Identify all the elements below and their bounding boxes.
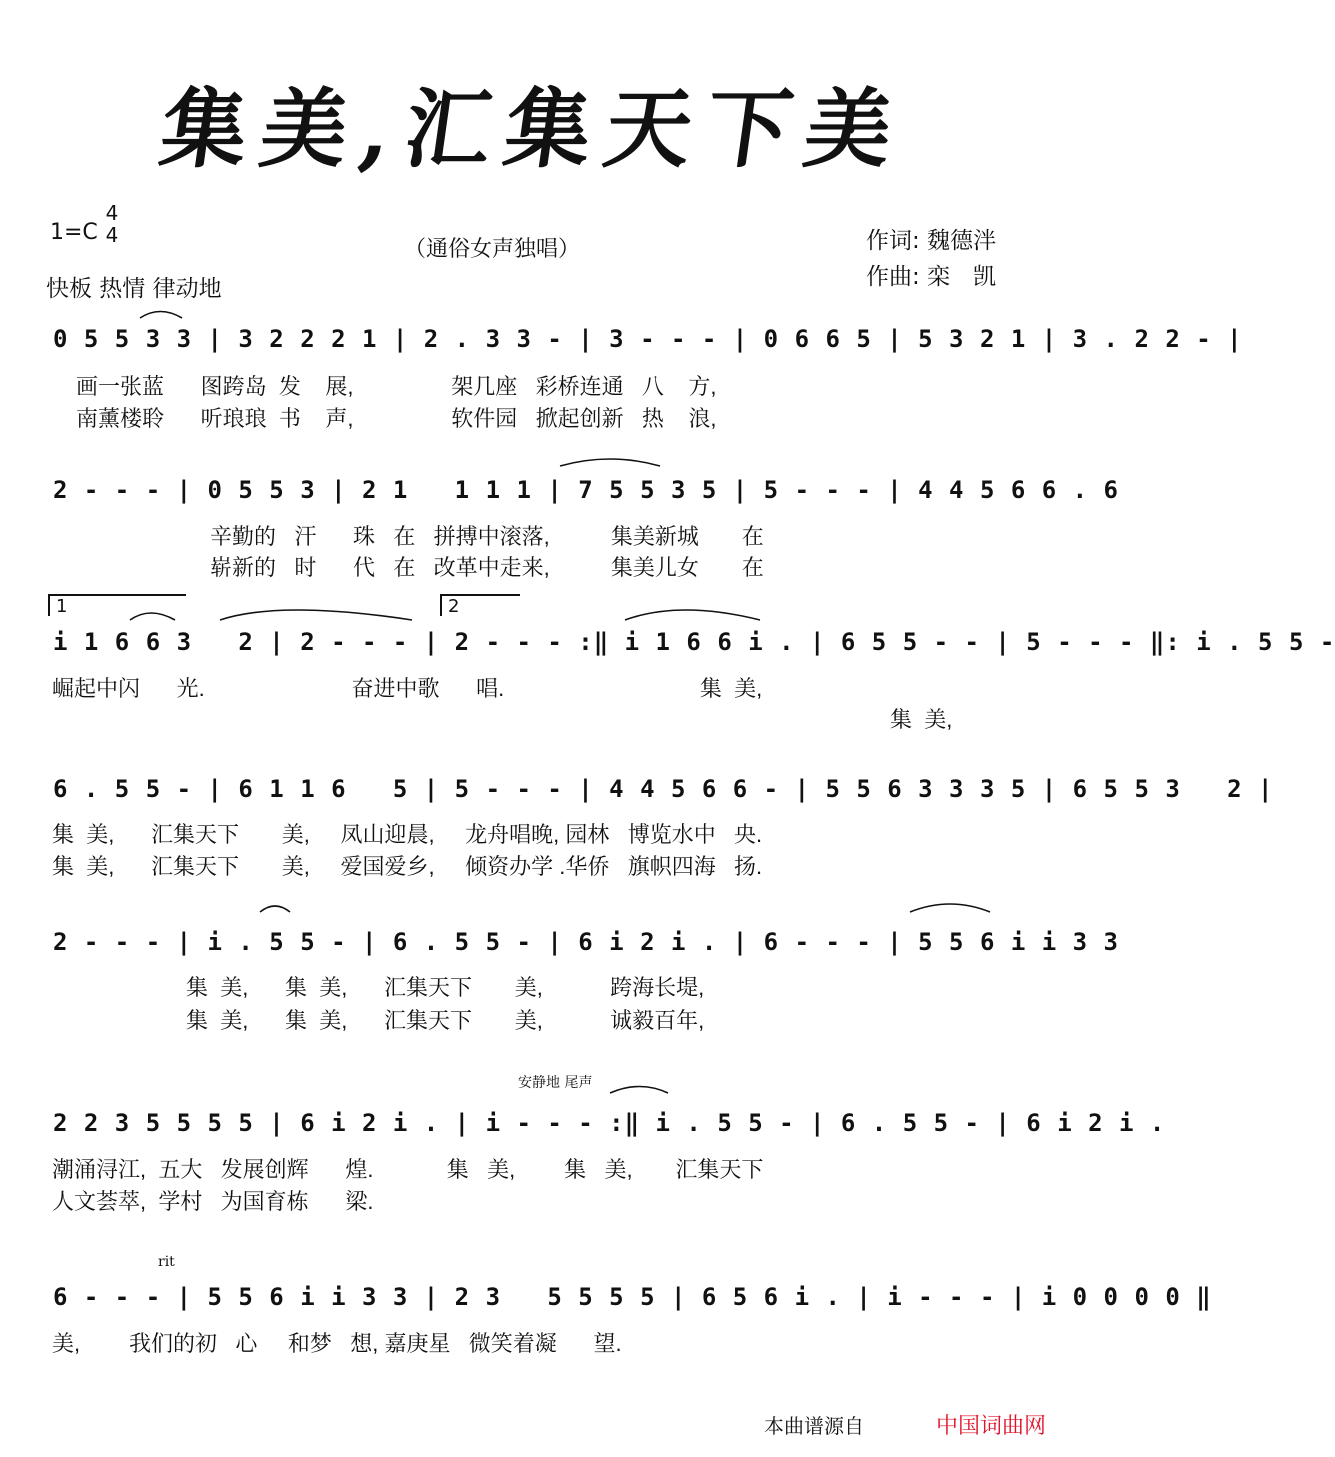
performance-mark-ending: 安静地 尾声 xyxy=(518,1075,593,1091)
notation-line-6: 2 2 3 5 5 5 5 | 6 i 2 i . | i - - - :‖ i . 5 5 - | 6 . 5 5 - | 6 i 2 i . xyxy=(53,1109,1166,1137)
lyrics-line-4-verse-1: 集 美, 汇集天下 美, 凤山迎晨, 龙舟唱晚, 园林 博览水中 央. xyxy=(52,822,763,847)
lyrics-line-2-verse-2: 崭新的 时 代 在 改革中走来, 集美儿女 在 xyxy=(210,555,764,580)
key-signature: 1=C xyxy=(50,220,98,245)
lyrics-line-5-verse-1: 集 美, 集 美, 汇集天下 美, 跨海长堤, xyxy=(186,975,705,1000)
lyrics-line-2-verse-1: 辛勤的 汗 珠 在 拼搏中滚落, 集美新城 在 xyxy=(210,524,764,549)
lyrics-line-3-verse-2: 集 美, xyxy=(890,707,953,732)
slur xyxy=(610,1087,668,1094)
composer: 作曲: 栾 凯 xyxy=(866,264,997,290)
notation-line-2: 2 - - - | 0 5 5 3 | 2 1 1 1 1 | 7 5 5 3 5 | 5 - - - | 4 4 5 6 6 . 6 xyxy=(53,476,1119,504)
song-title: 集美,汇集天下美 xyxy=(154,79,913,180)
lyrics-line-5-verse-2: 集 美, 集 美, 汇集天下 美, 诚毅百年, xyxy=(186,1008,705,1033)
slur xyxy=(220,610,412,620)
slur xyxy=(625,610,760,620)
slur xyxy=(910,904,990,912)
lyrics-line-7-verse-1: 美, 我们的初 心 和梦 想, 嘉庚星 微笑着凝 望. xyxy=(52,1331,622,1356)
subtitle: （通俗女声独唱） xyxy=(404,237,581,262)
slur xyxy=(140,312,182,319)
slur xyxy=(260,906,290,912)
footer-site-link[interactable]: 中国词曲网 xyxy=(936,1414,1047,1439)
lyrics-line-6-verse-2: 人文荟萃, 学村 为国育栋 梁. xyxy=(52,1189,374,1214)
notation-line-4: 6 . 5 5 - | 6 1 1 6 5 | 5 - - - | 4 4 5 6 6 - | 5 5 6 3 3 3 5 | 6 5 5 3 2 | xyxy=(53,775,1274,803)
notation-line-1: 0 5 5 3 3 | 3 2 2 2 1 | 2 . 3 3 - | 3 - - - | 0 6 6 5 | 5 3 2 1 | 3 . 2 2 - | xyxy=(53,325,1243,353)
notation-line-7: 6 - - - | 5 5 6 i i 3 3 | 2 3 5 5 5 5 | 6 5 6 i . | i - - - | i 0 0 0 0 ‖ xyxy=(53,1283,1212,1311)
volta-1: 1 xyxy=(48,594,186,616)
lyricist: 作词: 魏德泮 xyxy=(866,228,997,254)
lyrics-line-6-verse-1: 潮涌浔江, 五大 发展创辉 煌. 集 美, 集 美, 汇集天下 xyxy=(52,1157,764,1182)
volta-2: 2 xyxy=(440,594,520,616)
time-top: 4 xyxy=(105,201,119,225)
slur xyxy=(130,613,175,620)
slur xyxy=(560,459,660,466)
performance-mark-rit: rit xyxy=(158,1254,175,1270)
time-bottom: 4 xyxy=(105,223,119,247)
notation-line-5: 2 - - - | i . 5 5 - | 6 . 5 5 - | 6 i 2 i . | 6 - - - | 5 5 6 i i 3 3 xyxy=(53,928,1119,956)
lyrics-line-1-verse-2: 南薰楼聆 听琅琅 书 声, 软件园 掀起创新 热 浪, xyxy=(76,406,717,431)
lyrics-line-1-verse-1: 画一张蓝 图跨岛 发 展, 架几座 彩桥连通 八 方, xyxy=(76,374,717,399)
tempo-marking: 快板 热情 律动地 xyxy=(46,276,222,302)
notation-line-3: i 1 6 6 3 2 | 2 - - - | 2 - - - :‖ i 1 6 6 i . | 6 5 5 - - | 5 - - - ‖: i . 5 5 - xyxy=(53,628,1335,656)
lyrics-line-3-verse-1: 崛起中闪 光. 奋进中歌 唱. 集 美, xyxy=(52,676,763,701)
footer-source-label: 本曲谱源自 xyxy=(764,1414,864,1438)
lyrics-line-4-verse-2: 集 美, 汇集天下 美, 爱国爱乡, 倾资办学 .华侨 旗帜四海 扬. xyxy=(52,854,763,879)
